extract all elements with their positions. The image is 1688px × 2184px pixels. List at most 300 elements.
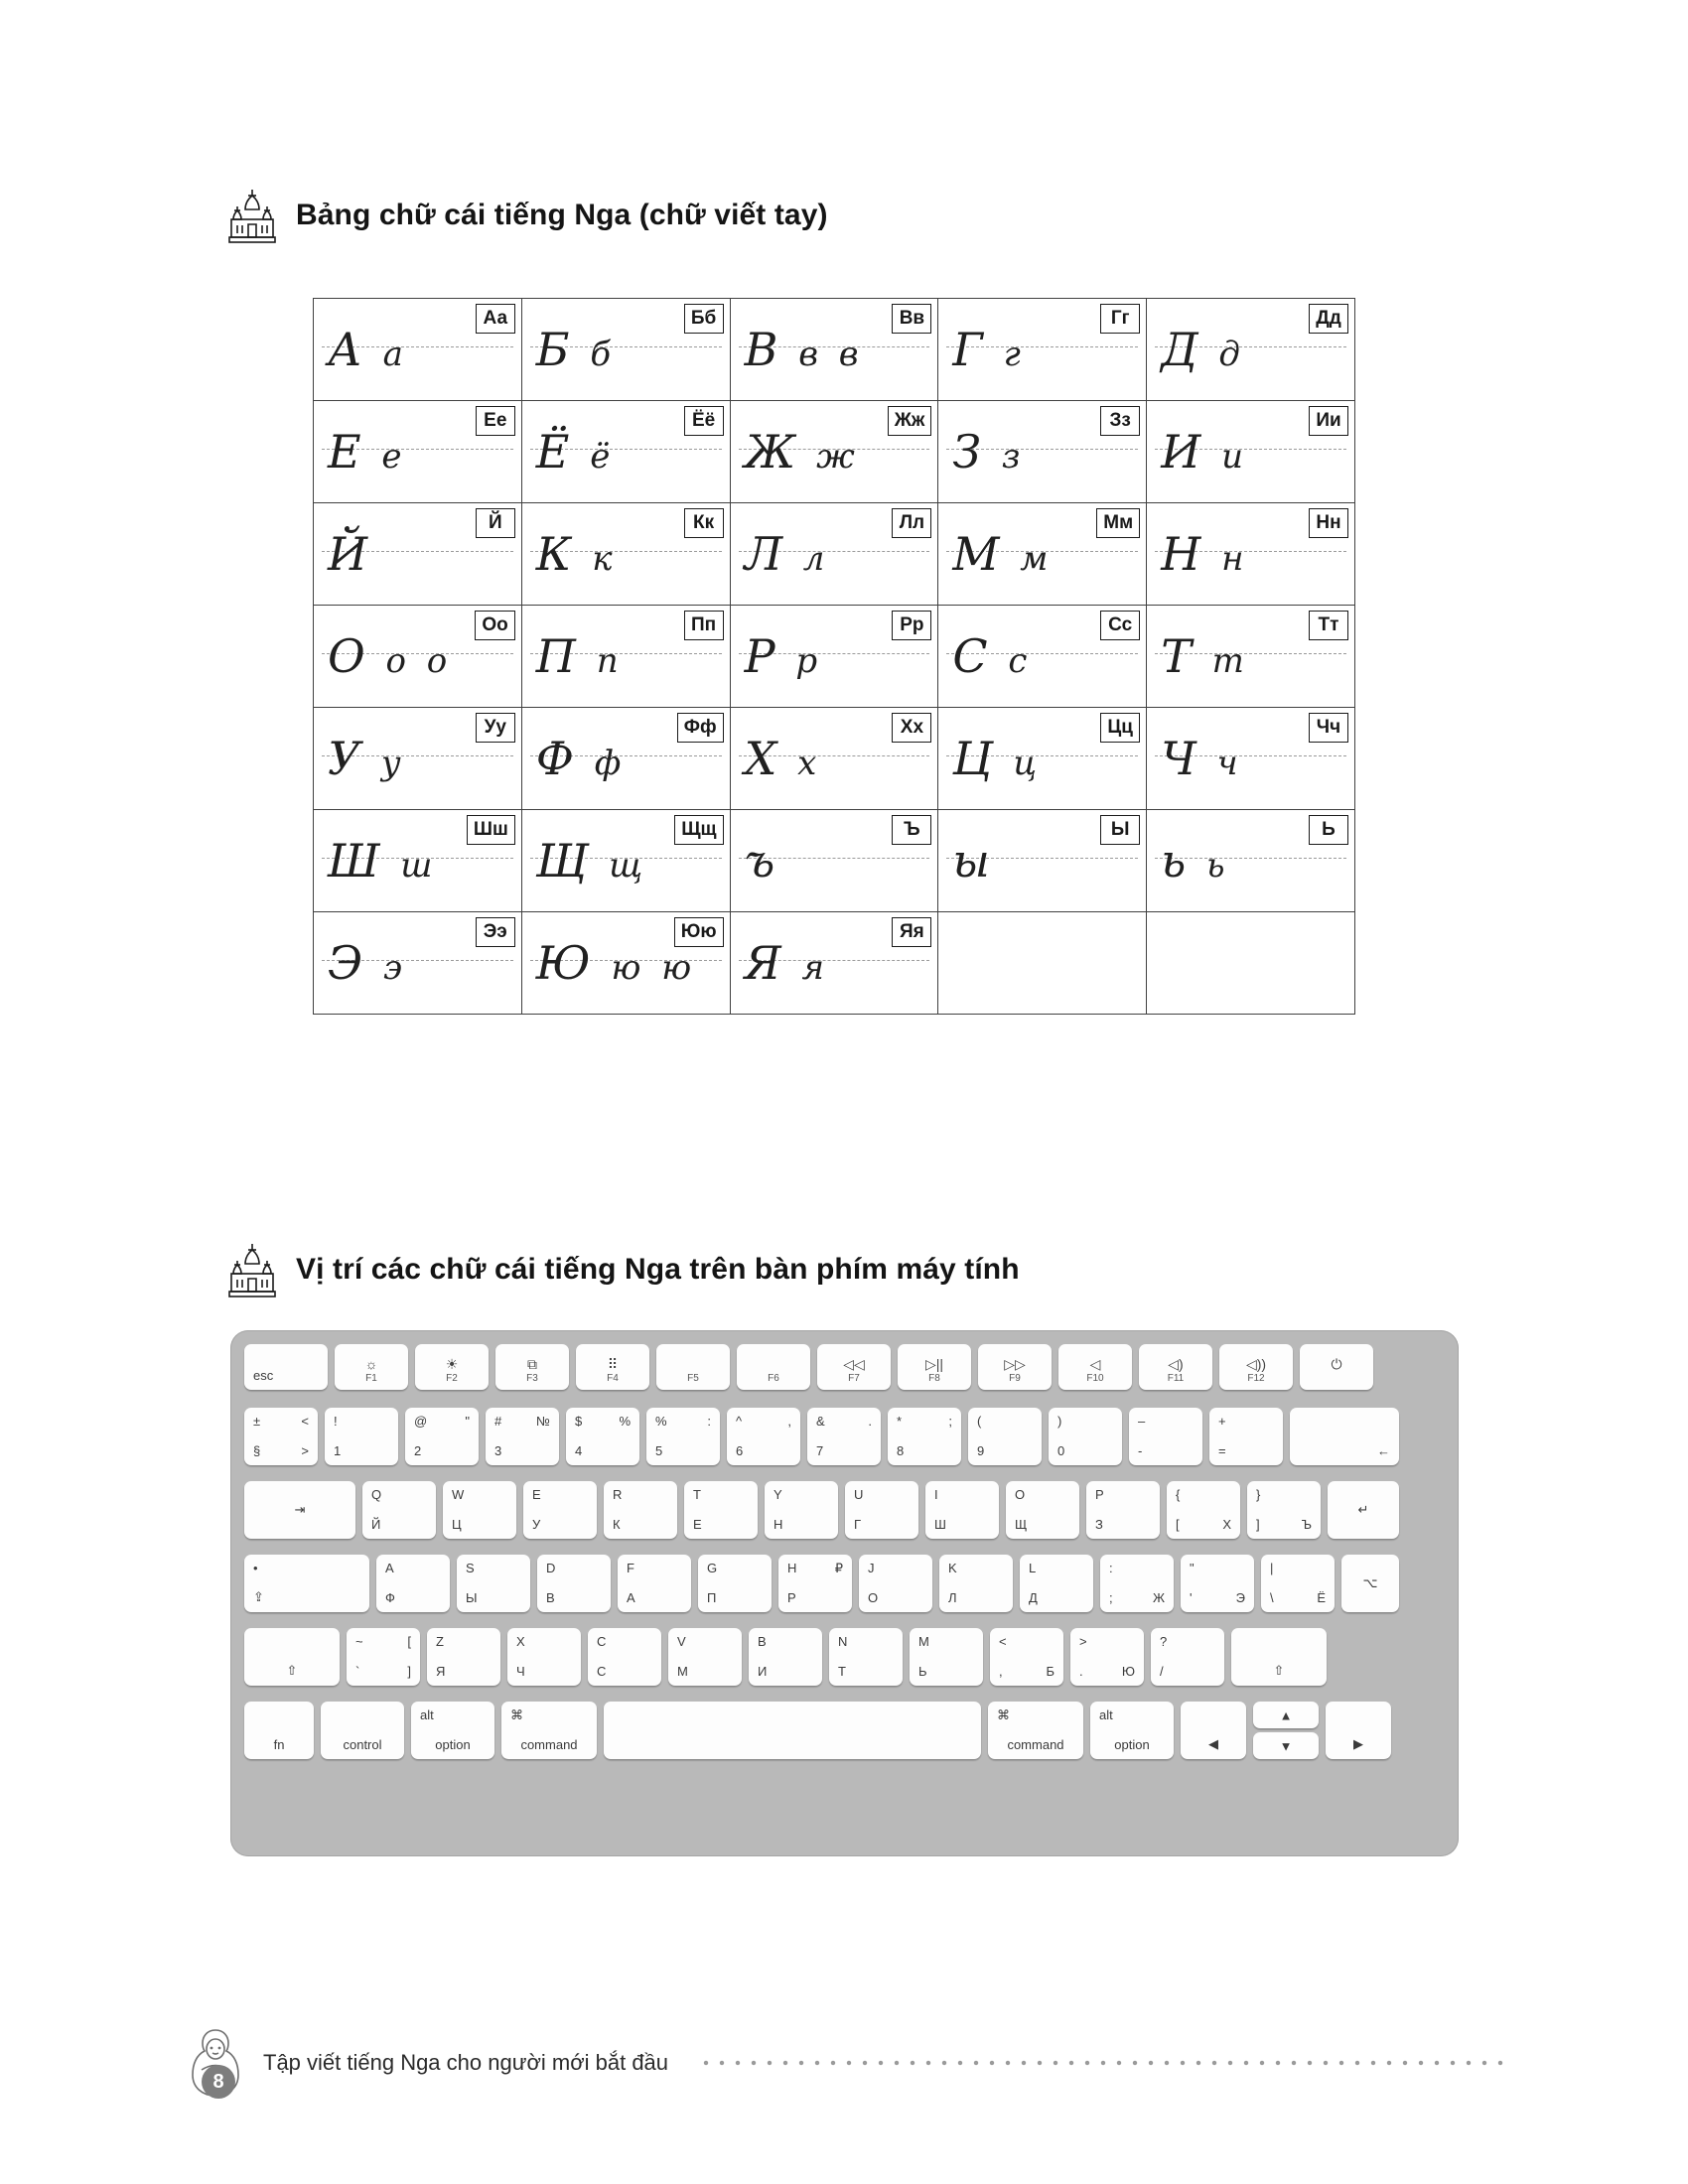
key-legend-bottom-left: П (707, 1590, 717, 1605)
cursive-lowercase: м (1004, 539, 1054, 579)
letter-badge: Ёё (684, 406, 724, 436)
key-label: command (520, 1737, 578, 1752)
cursive-sample (952, 425, 1026, 478)
key-f7[interactable] (817, 1344, 891, 1390)
key-f8[interactable] (898, 1344, 971, 1390)
cursive-lowercase: х (781, 744, 822, 783)
cursive-uppercase: Х (744, 732, 782, 785)
key-f3[interactable] (495, 1344, 569, 1390)
alphabet-cell (1147, 810, 1355, 912)
alphabet-cell (1147, 401, 1355, 503)
alphabet-cell-inner (731, 708, 938, 809)
alphabet-cell (521, 912, 730, 1015)
key-key-r[interactable] (604, 1481, 677, 1539)
key-legend-bottom-left: , (999, 1664, 1003, 1679)
cursive-sample (744, 834, 780, 887)
alphabet-cell-inner (731, 401, 938, 502)
key-command-left[interactable] (501, 1702, 597, 1759)
key-label: F8 (928, 1373, 940, 1384)
key-legend-top-left: ^ (736, 1414, 743, 1429)
key-label: F1 (365, 1373, 377, 1384)
alphabet-cell-inner (522, 810, 730, 911)
key-legend-bottom-right: Ю (1121, 1664, 1135, 1679)
letter-badge: Дд (1309, 304, 1348, 334)
cursive-lowercase: е (365, 437, 407, 477)
key-legend-bottom-left: Р (787, 1590, 796, 1605)
alphabet-cell (938, 401, 1147, 503)
key-bracket-right[interactable] (1247, 1481, 1321, 1539)
cursive-uppercase: ы (952, 834, 995, 887)
key-legend-bottom-right: Э (1235, 1590, 1245, 1605)
cursive-lowercase: ц (997, 744, 1043, 783)
key-legend-top-right: % (619, 1414, 631, 1429)
key-digit-5[interactable] (646, 1408, 720, 1465)
cursive-sample (1161, 323, 1245, 376)
key-legend-bottom-left: § (253, 1443, 261, 1458)
key-legend-bottom-left: ⇪ (253, 1589, 264, 1604)
cursive-sample (328, 732, 406, 785)
key-key-n[interactable] (829, 1628, 903, 1686)
alphabet-cell (938, 299, 1147, 401)
letter-badge: Щщ (674, 815, 723, 845)
key-label: ↵ (1357, 1502, 1369, 1517)
key-f1[interactable] (335, 1344, 408, 1390)
key-equal[interactable] (1209, 1408, 1283, 1465)
key-legend-top-left: * (897, 1414, 903, 1429)
key-label: F12 (1247, 1373, 1265, 1384)
alphabet-cell-inner (1147, 912, 1354, 1014)
cursive-lowercase: ь (1191, 846, 1230, 886)
key-legend-top-left: @ (414, 1414, 428, 1429)
key-key-q[interactable] (362, 1481, 436, 1539)
cursive-lowercase: ш (384, 846, 438, 886)
key-legend-top-right: [ (407, 1634, 411, 1649)
cursive-lowercase: ч (1200, 744, 1243, 783)
russian-cursive-alphabet-table (313, 298, 1355, 1015)
key-key-s[interactable] (457, 1555, 530, 1612)
key-legend-top-left: Q (371, 1487, 382, 1502)
cursive-lowercase: щ (593, 846, 648, 886)
cursive-uppercase: В (744, 323, 783, 376)
key-key-d[interactable] (537, 1555, 611, 1612)
cursive-uppercase: А (328, 323, 367, 376)
key-comma[interactable] (990, 1628, 1063, 1686)
key-key-e[interactable] (523, 1481, 597, 1539)
section-title: Vị trí các chữ cái tiếng Nga trên bàn phím máy tính (296, 1253, 1020, 1286)
key-digit-8[interactable] (888, 1408, 961, 1465)
key-digit-3[interactable] (486, 1408, 559, 1465)
cursive-uppercase: О (328, 629, 370, 683)
key-f2[interactable] (415, 1344, 489, 1390)
key-legend-bottom-left: . (1079, 1664, 1083, 1679)
key-key-f[interactable] (618, 1555, 691, 1612)
key-digit-4[interactable] (566, 1408, 639, 1465)
cursive-sample (328, 425, 407, 478)
key-backslash[interactable] (1261, 1555, 1335, 1612)
cursive-sample (328, 629, 453, 683)
key-legend-top-right: . (868, 1414, 872, 1429)
key-fn[interactable] (244, 1702, 314, 1759)
cursive-uppercase: Щ (535, 834, 594, 887)
key-legend-top-right: ₽ (834, 1561, 843, 1575)
key-command-right[interactable] (988, 1702, 1083, 1759)
key-legend-top-left: > (1079, 1634, 1087, 1649)
key-legend-top-left: C (597, 1634, 607, 1649)
cursive-uppercase: З (952, 425, 987, 478)
key-label: F5 (687, 1373, 699, 1384)
key-legend-bottom-left: 7 (816, 1443, 824, 1458)
key-legend-bottom-left: Й (371, 1517, 381, 1532)
cursive-uppercase: Ф (535, 732, 579, 785)
alphabet-cell-inner (314, 299, 521, 400)
key-key-j[interactable] (859, 1555, 932, 1612)
key-icon: ⧉ (527, 1356, 537, 1372)
key-digit-0[interactable] (1049, 1408, 1122, 1465)
key-space[interactable] (604, 1702, 981, 1759)
key-legend-top-left: + (1218, 1414, 1226, 1429)
alphabet-cell (730, 708, 938, 810)
cursive-lowercase: и (1205, 437, 1249, 477)
alphabet-cell-inner (314, 708, 521, 809)
key-legend-bottom-left: Ь (918, 1664, 927, 1679)
cursive-uppercase: Я (744, 936, 786, 990)
key-section[interactable] (244, 1408, 318, 1465)
section-heading-keyboard (226, 1241, 1020, 1298)
letter-badge: Й (476, 508, 515, 538)
key-legend-top-left: : (1109, 1561, 1113, 1575)
key-label: command (1007, 1737, 1064, 1752)
letter-badge: Мм (1096, 508, 1140, 538)
alphabet-cell (730, 401, 938, 503)
alphabet-cell-inner (522, 606, 730, 707)
cursive-sample (744, 425, 860, 478)
alphabet-cell-inner (522, 299, 730, 400)
alphabet-cell-inner (731, 299, 938, 400)
alphabet-cell-inner (938, 912, 1146, 1014)
key-legend-bottom-right: Ж (1152, 1590, 1165, 1605)
key-period[interactable] (1070, 1628, 1144, 1686)
key-key-p[interactable] (1086, 1481, 1160, 1539)
alphabet-row (314, 401, 1355, 503)
key-right-modifier[interactable] (1341, 1555, 1399, 1612)
cursive-sample (1161, 834, 1230, 887)
key-legend-top-left: alt (420, 1707, 434, 1722)
key-label: option (1114, 1737, 1150, 1752)
key-slash[interactable] (1151, 1628, 1224, 1686)
key-legend-top-left: I (934, 1487, 938, 1502)
cursive-uppercase: М (952, 527, 1005, 581)
alphabet-cell (1147, 503, 1355, 606)
key-legend-bottom-left: Т (838, 1664, 846, 1679)
key-key-k[interactable] (939, 1555, 1013, 1612)
cursive-uppercase: Й (328, 527, 373, 581)
key-legend-top-left: ( (977, 1414, 982, 1429)
key-key-z[interactable] (427, 1628, 500, 1686)
alphabet-cell-inner (1147, 503, 1354, 605)
key-key-x[interactable] (507, 1628, 581, 1686)
key-key-w[interactable] (443, 1481, 516, 1539)
letter-badge: Ъ (892, 815, 931, 845)
key-legend-bottom-left: К (613, 1517, 621, 1532)
key-f4[interactable] (576, 1344, 649, 1390)
letter-badge: Уу (476, 713, 515, 743)
key-label: F9 (1009, 1373, 1021, 1384)
cursive-lowercase: о о (369, 641, 453, 681)
alphabet-cell-inner (314, 503, 521, 605)
key-label: control (343, 1737, 382, 1752)
key-digit-9[interactable] (968, 1408, 1042, 1465)
key-legend-bottom-left: = (1218, 1443, 1226, 1458)
key-legend-top-left: H (787, 1561, 797, 1575)
key-legend-top-left: ⌘ (510, 1707, 523, 1722)
key-legend-bottom-left: Ч (516, 1664, 525, 1679)
key-option-right[interactable] (1090, 1702, 1174, 1759)
alphabet-cell-inner (938, 606, 1146, 707)
key-label: F7 (848, 1373, 860, 1384)
alphabet-cell-inner (314, 606, 521, 707)
alphabet-cell-inner (1147, 299, 1354, 400)
key-icon: ☀ (445, 1356, 459, 1372)
alphabet-cell-inner (314, 912, 521, 1014)
cursive-sample (1161, 425, 1249, 478)
key-digit-1[interactable] (325, 1408, 398, 1465)
key-f12[interactable] (1219, 1344, 1293, 1390)
alphabet-cell (938, 503, 1147, 606)
alphabet-row (314, 606, 1355, 708)
key-key-g[interactable] (698, 1555, 772, 1612)
key-minus[interactable] (1129, 1408, 1202, 1465)
key-legend-bottom-left: Н (774, 1517, 783, 1532)
cursive-sample (328, 527, 373, 581)
cursive-uppercase: Р (744, 629, 780, 683)
key-shift-right[interactable] (1231, 1628, 1327, 1686)
cursive-uppercase: У (328, 732, 366, 785)
key-legend-bottom-left: \ (1270, 1590, 1274, 1605)
alphabet-cell (1147, 708, 1355, 810)
alphabet-cell (314, 912, 522, 1015)
cursive-sample (535, 527, 618, 581)
key-arrow-right[interactable] (1326, 1702, 1391, 1759)
cursive-lowercase: ф (578, 744, 627, 783)
cursive-lowercase: д (1202, 335, 1245, 374)
key-legend-bottom-left: 5 (655, 1443, 663, 1458)
key-legend-top-left: " (1190, 1561, 1195, 1575)
key-arrow-left[interactable] (1181, 1702, 1246, 1759)
cursive-sample (535, 936, 697, 990)
key-key-i[interactable] (925, 1481, 999, 1539)
key-legend-bottom-right: Б (1046, 1664, 1055, 1679)
cursive-uppercase: Д (1161, 323, 1203, 376)
key-key-m[interactable] (910, 1628, 983, 1686)
key-legend-top-right: " (465, 1414, 470, 1429)
key-icon: ⏻ (1331, 1356, 1342, 1372)
cursive-lowercase: ж (800, 437, 860, 477)
cursive-lowercase: н (1205, 539, 1249, 579)
key-key-o[interactable] (1006, 1481, 1079, 1539)
cursive-uppercase: Н (1161, 527, 1206, 581)
cursive-uppercase: Г (952, 323, 988, 376)
alphabet-row (314, 299, 1355, 401)
key-legend-top-left: < (999, 1634, 1007, 1649)
key-legend-bottom-left: В (546, 1590, 555, 1605)
alphabet-cell-inner (522, 401, 730, 502)
alphabet-cell-inner (938, 299, 1146, 400)
key-legend-top-left: G (707, 1561, 718, 1575)
cursive-sample (952, 323, 1026, 376)
cursive-sample (535, 732, 627, 785)
key-grave[interactable] (347, 1628, 420, 1686)
alphabet-cell-inner (938, 810, 1146, 911)
key-legend-top-left: S (466, 1561, 475, 1575)
key-label: fn (273, 1737, 285, 1752)
letter-badge: Жж (888, 406, 932, 436)
key-legend-top-left: O (1015, 1487, 1026, 1502)
letter-badge: Кк (684, 508, 724, 538)
key-arrow-down[interactable] (1253, 1732, 1319, 1759)
key-arrow-up[interactable] (1253, 1702, 1319, 1728)
key-power[interactable] (1300, 1344, 1373, 1390)
cursive-lowercase: ю ю (595, 948, 697, 988)
alphabet-cell (730, 299, 938, 401)
cursive-sample (535, 629, 624, 683)
cursive-uppercase: И (1161, 425, 1206, 478)
key-key-y[interactable] (765, 1481, 838, 1539)
key-legend-top-left: F (627, 1561, 634, 1575)
letter-badge: Шш (467, 815, 515, 845)
key-legend-bottom-left: [ (1176, 1517, 1180, 1532)
key-digit-2[interactable] (405, 1408, 479, 1465)
key-legend-top-left: W (452, 1487, 465, 1502)
cursive-lowercase: э (367, 948, 408, 988)
key-key-l[interactable] (1020, 1555, 1093, 1612)
cursive-uppercase: Ж (744, 425, 801, 478)
key-legend-top-left: – (1138, 1414, 1146, 1429)
cursive-sample (328, 936, 408, 990)
key-legend-top-left: % (655, 1414, 667, 1429)
cursive-uppercase: Е (328, 425, 366, 478)
alphabet-row (314, 708, 1355, 810)
alphabet-cell-inner (314, 810, 521, 911)
key-key-b[interactable] (749, 1628, 822, 1686)
key-legend-bottom-right: ← (1377, 1443, 1390, 1458)
key-legend-top-left: L (1029, 1561, 1037, 1575)
key-legend-bottom-left: 3 (494, 1443, 502, 1458)
cursive-uppercase: Ё (535, 425, 575, 478)
key-legend-bottom-left: 2 (414, 1443, 422, 1458)
letter-badge: Нн (1309, 508, 1348, 538)
key-key-a[interactable] (376, 1555, 450, 1612)
key-label: ⇧ (1273, 1663, 1285, 1678)
letter-badge: Тт (1309, 611, 1348, 640)
key-f6[interactable] (737, 1344, 810, 1390)
key-digit-6[interactable] (727, 1408, 800, 1465)
key-legend-top-left: $ (575, 1414, 583, 1429)
key-legend-top-right: ; (948, 1414, 952, 1429)
cursive-sample (1161, 527, 1249, 581)
key-legend-bottom-left: ' (1190, 1590, 1193, 1605)
key-option-left[interactable] (411, 1702, 494, 1759)
key-key-c[interactable] (588, 1628, 661, 1686)
key-key-h[interactable] (778, 1555, 852, 1612)
key-legend-top-left: T (693, 1487, 701, 1502)
key-legend-top-left: X (516, 1634, 525, 1649)
key-legend-top-left: V (677, 1634, 686, 1649)
key-esc[interactable] (244, 1344, 328, 1390)
key-legend-bottom-left: 4 (575, 1443, 583, 1458)
key-f5[interactable] (656, 1344, 730, 1390)
cursive-uppercase: К (535, 527, 577, 581)
key-f9[interactable] (978, 1344, 1052, 1390)
cursive-uppercase: Ц (952, 732, 998, 785)
alphabet-cell (938, 810, 1147, 912)
key-legend-top-left: ! (334, 1414, 338, 1429)
cursive-uppercase: Ш (328, 834, 385, 887)
key-legend-bottom-left: О (868, 1590, 879, 1605)
page-footer (184, 2025, 1504, 2101)
key-key-v[interactable] (668, 1628, 742, 1686)
cursive-sample (952, 629, 1033, 683)
key-legend-bottom-left: ` (355, 1664, 360, 1679)
key-legend-bottom-left: Я (436, 1664, 446, 1679)
cursive-uppercase: П (535, 629, 581, 683)
alphabet-cell (521, 810, 730, 912)
key-key-t[interactable] (684, 1481, 758, 1539)
key-f10[interactable] (1058, 1344, 1132, 1390)
alphabet-cell-inner (731, 912, 938, 1014)
alphabet-cell-inner (731, 606, 938, 707)
key-icon: ◁) (1168, 1356, 1184, 1372)
cursive-sample (1161, 629, 1249, 683)
letter-badge: Ь (1309, 815, 1348, 845)
alphabet-cell-inner (1147, 810, 1354, 911)
alphabet-cell-inner (522, 912, 730, 1014)
alphabet-cell (314, 606, 522, 708)
cursive-lowercase: р (779, 641, 823, 681)
key-quote[interactable] (1181, 1555, 1254, 1612)
key-semicolon[interactable] (1100, 1555, 1174, 1612)
cursive-lowercase: к (576, 539, 618, 579)
key-f11[interactable] (1139, 1344, 1212, 1390)
key-control[interactable] (321, 1702, 404, 1759)
alphabet-cell-inner (314, 401, 521, 502)
alphabet-cell (521, 606, 730, 708)
key-digit-7[interactable] (807, 1408, 881, 1465)
cursive-sample (535, 425, 616, 478)
key-key-u[interactable] (845, 1481, 918, 1539)
cursive-sample (328, 323, 408, 376)
cursive-uppercase: С (952, 629, 993, 683)
footer-title: Tập viết tiếng Nga cho người mới bắt đầu (263, 2050, 669, 2075)
key-shift-left[interactable] (244, 1628, 340, 1686)
letter-badge: Оо (475, 611, 514, 640)
cursive-sample (952, 527, 1054, 581)
alphabet-cell (314, 810, 522, 912)
key-legend-bottom-left: С (597, 1664, 607, 1679)
cursive-sample (1161, 732, 1243, 785)
key-bracket-left[interactable] (1167, 1481, 1240, 1539)
key-delete[interactable] (1290, 1408, 1399, 1465)
key-legend-top-right: < (301, 1414, 309, 1429)
key-label: F11 (1167, 1373, 1185, 1384)
key-legend-bottom-left: Ф (385, 1590, 395, 1605)
key-caps-lock[interactable] (244, 1555, 369, 1612)
key-label: ▲ (1279, 1707, 1293, 1722)
key-tab[interactable] (244, 1481, 355, 1539)
alphabet-cell-inner (1147, 401, 1354, 502)
key-legend-top-left: # (494, 1414, 502, 1429)
key-return[interactable] (1328, 1481, 1399, 1539)
cursive-lowercase: б (574, 335, 617, 374)
